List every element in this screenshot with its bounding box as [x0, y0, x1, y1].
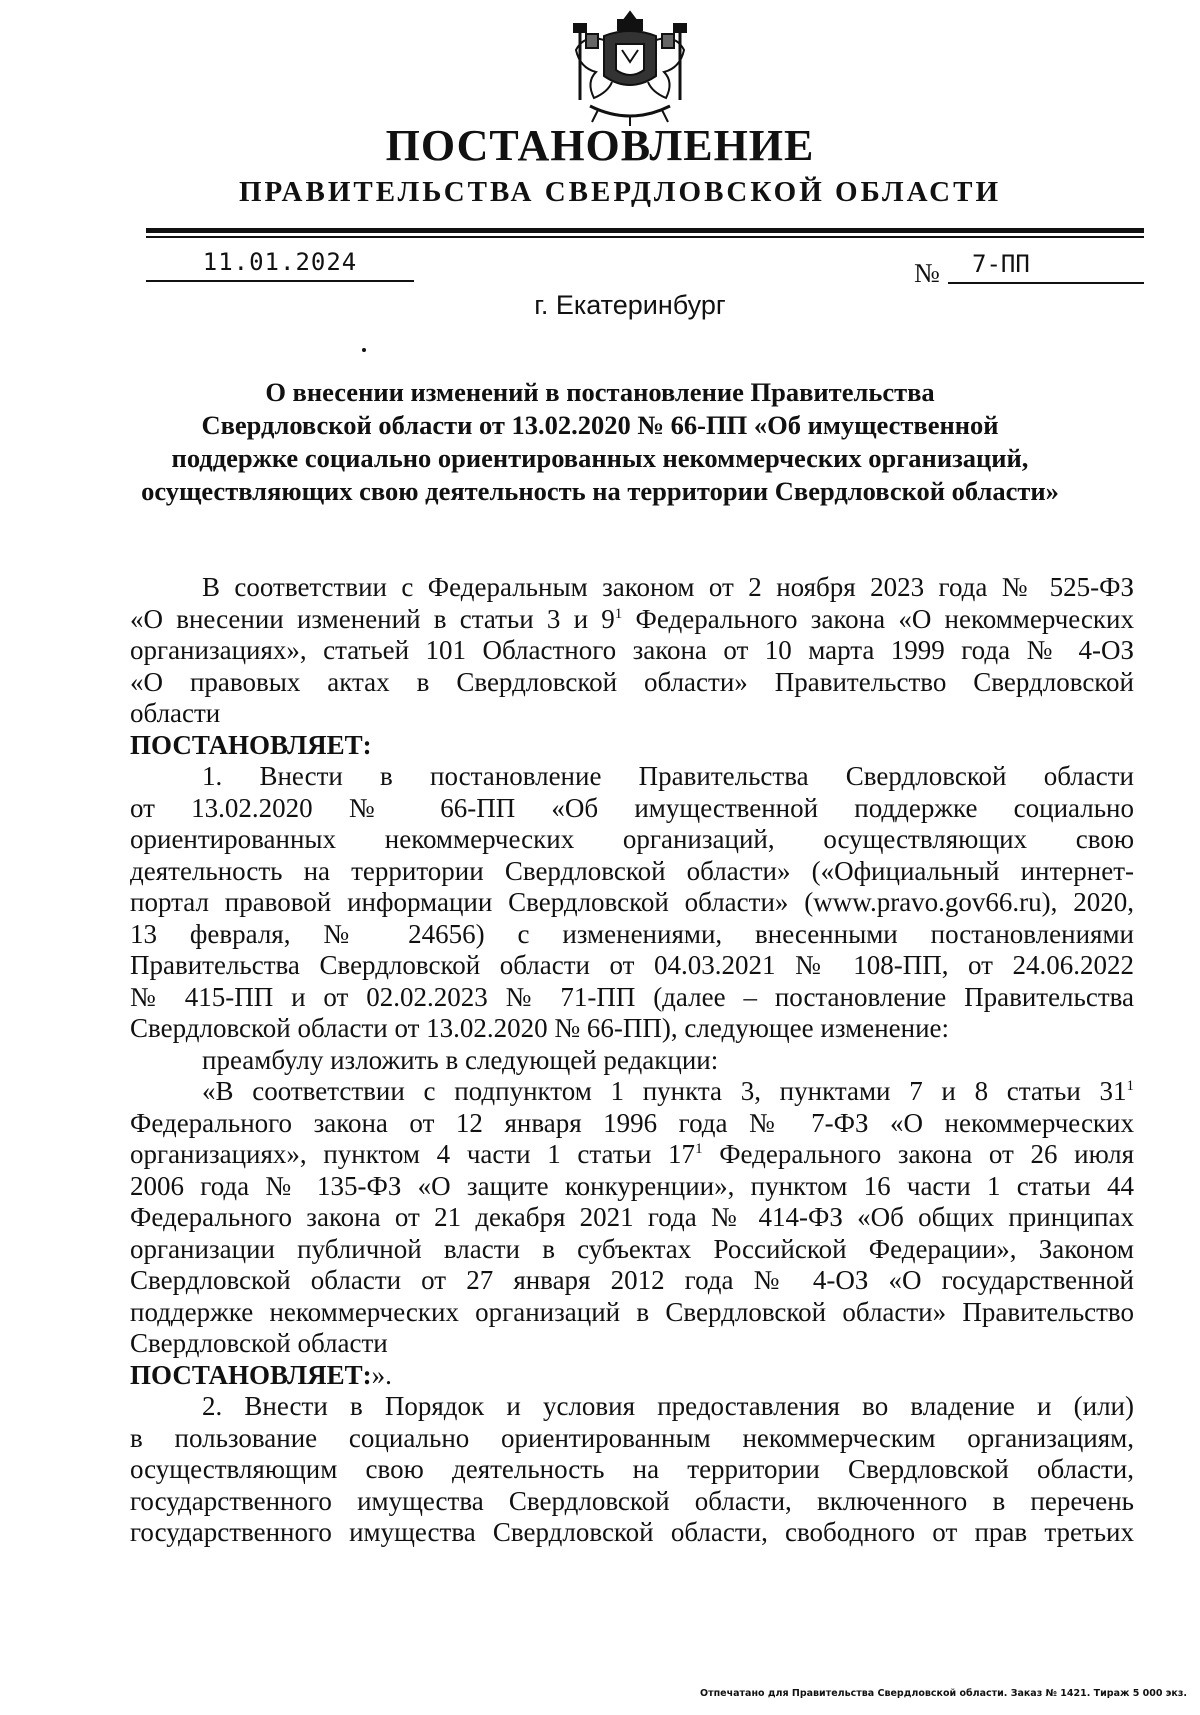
body-line: Свердловской области — [130, 1328, 388, 1358]
body-line: Правительства Свердловской области от 04.03.2021 № 108-ПП, от 24.06.2022 — [130, 950, 1134, 980]
header-rule-thin — [146, 236, 1144, 238]
body-line: 13 февраля, № 24656) с изменениями, внесенными постановлениями — [130, 918, 1134, 949]
heading-line: поддержке социально ориентированных некоммерческих организаций, — [171, 443, 1029, 473]
body-line: поддержке некоммерческих организаций в Свердловской области» Правительство — [130, 1296, 1134, 1327]
body-line: 1. Внести в постановление Правительства Свердловской области — [202, 761, 1134, 791]
issuing-authority: ПРАВИТЕЛЬСТВА СВЕРДЛОВСКОЙ ОБЛАСТИ — [238, 176, 1002, 208]
body-line: «О внесении изменений в статьи 3 и $9^1$ Федерального закона «О некоммерческих — [130, 603, 1134, 634]
coat-of-arms-emblem — [560, 10, 700, 128]
document-date: 11.01.2024 — [146, 248, 414, 282]
body-line: организации публичной власти в субъектах Российской Федерации», Законом — [130, 1233, 1134, 1264]
body-line: государственного имущества Свердловской области, свободного от прав третьих — [130, 1517, 1134, 1547]
body-line: ориентированных некоммерческих организаций, осуществляющих свою — [130, 824, 1134, 854]
resolves-quote: ПОСТАНОВЛЯЕТ:». — [130, 1359, 392, 1390]
body-line: «О правовых актах в Свердловской области» Правительство Свердловской — [130, 666, 1134, 697]
body-line: Федерального закона от 12 января 1996 года № 7-ФЗ «О некоммерческих — [130, 1107, 1134, 1138]
print-footer-note: Отпечатано для Правительства Свердловской области. Заказ № 1421. Тираж 5 000 экз. — [700, 1688, 1188, 1699]
body-line: от 13.02.2020 № 66-ПП «Об имущественной поддержке социально — [130, 792, 1134, 823]
body-line: деятельность на территории Свердловской области» («Официальный интернет- — [130, 855, 1134, 886]
body-line: государственного имущества Свердловской области, включенного в перечень — [130, 1485, 1134, 1516]
body-line: организациях», статьей 101 Областного закона от 10 марта 1999 года № 4-ОЗ — [130, 635, 1134, 665]
body-line: Свердловской области от 13.02.2020 № 66-ПП), следующее изменение: — [130, 1013, 950, 1043]
document-body — [130, 572, 1134, 1549]
resolves-heading: ПОСТАНОВЛЯЕТ: — [130, 729, 372, 760]
document-number: 7-ПП — [948, 250, 1144, 284]
body-line: области — [130, 698, 221, 728]
body-line: организациях», пунктом 4 части 1 статьи $17^1$ Федерального закона от 26 июля — [130, 1139, 1135, 1169]
body-line: 2. Внести в Порядок и условия предоставления во владение и (или) — [202, 1391, 1134, 1421]
city: г. Екатеринбург — [534, 290, 726, 320]
body-line: «В соответствии с подпунктом 1 пункта 3, пунктами 7 и 8 статьи $31^1$ — [202, 1076, 1134, 1106]
heading-line: Свердловской области от 13.02.2020 № 66-ПП «Об имущественной — [201, 410, 999, 440]
header-rule-thick — [146, 228, 1144, 233]
document-type-title: ПОСТАНОВЛЕНИЕ — [385, 121, 815, 170]
body-line: Федерального закона от 21 декабря 2021 года № 414-ФЗ «Об общих принципах — [130, 1202, 1134, 1232]
body-line: в пользование социально ориентированным некоммерческим организациям, — [130, 1422, 1134, 1453]
document-heading — [120, 376, 1080, 508]
body-line: осуществляющим свою деятельность на территории Свердловской области, — [130, 1454, 1134, 1484]
heading-line: О внесении изменений в постановление Правительства — [265, 377, 935, 407]
number-sign: № — [914, 258, 940, 288]
body-line: Свердловской области от 27 января 2012 года № 4-ОЗ «О государственной — [130, 1265, 1134, 1295]
heading-line: осуществляющих свою деятельность на территории Свердловской области» — [141, 476, 1059, 506]
body-line: преамбулу изложить в следующей редакции: — [202, 1044, 719, 1075]
body-line: № 415-ПП и от 02.02.2023 № 71-ПП (далее – постановление Правительства — [130, 981, 1134, 1012]
body-line: В соответствии с Федеральным законом от 2 ноября 2023 года № 525-ФЗ — [202, 572, 1134, 602]
body-line: портал правовой информации Свердловской области» (www.pravo.gov66.ru), 2020, — [130, 887, 1134, 917]
body-line: 2006 года № 135-ФЗ «О защите конкуренции», пунктом 16 части 1 статьи 44 — [130, 1170, 1134, 1201]
stray-dot — [362, 348, 366, 352]
